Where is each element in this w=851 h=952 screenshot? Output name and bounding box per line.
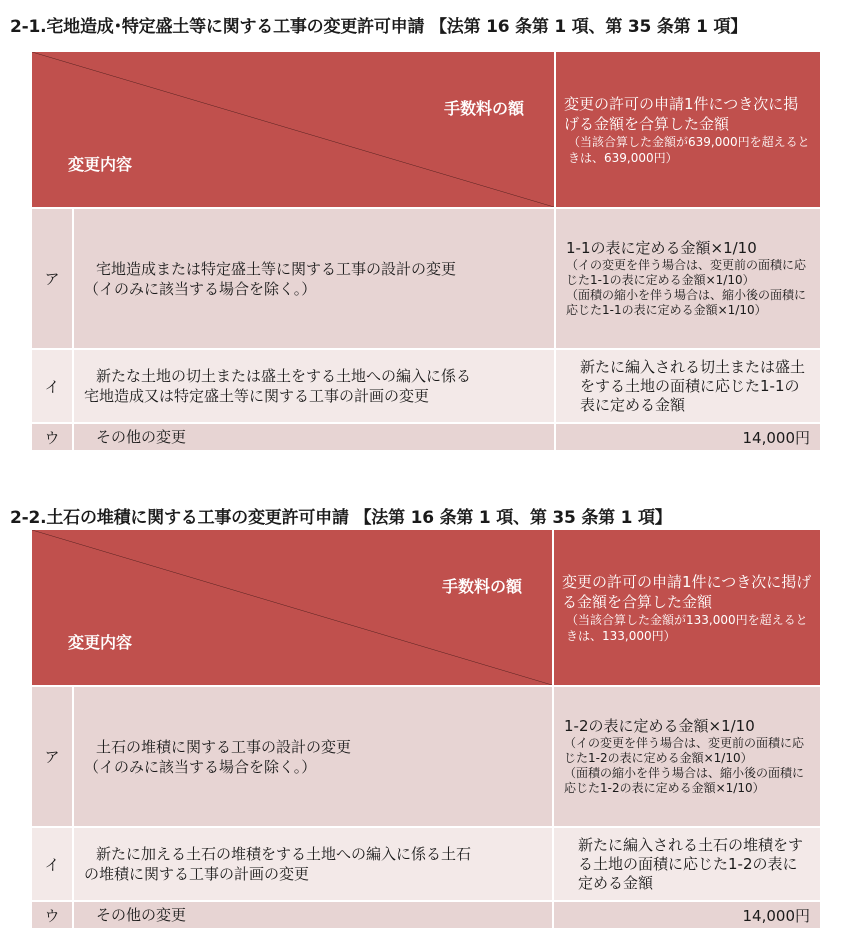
row-fee: [555, 349, 821, 423]
section-title: 2-2.土石の堆積に関する工事の変更許可申請 【法第 16 条第 1 項、第 35 条第 1 項】: [10, 508, 672, 528]
fee-description-main: 変更の許可の申請1件につき次に掲げる金額を合算した金額: [562, 573, 812, 611]
fee-description-header: [555, 51, 821, 208]
row-key: ウ: [31, 423, 73, 451]
row-fee-note: （イの変更を伴う場合は、変更前の面積に応じた1-1の表に定める金額×1/10）: [566, 258, 807, 287]
table-row: [31, 901, 821, 929]
fee-amount-label: 手数料の額: [443, 99, 524, 118]
row-key: イ: [31, 349, 73, 423]
row-description: [73, 901, 553, 929]
row-description: [73, 423, 555, 451]
row-description: [73, 349, 555, 423]
table-header-row: [31, 529, 821, 686]
fee-table: [30, 528, 822, 930]
row-fee-main: 1-1の表に定める金額×1/10: [566, 239, 757, 257]
row-description-line: （イのみに該当する場合を除く。）: [84, 757, 317, 776]
row-amount: 14,000円: [553, 901, 821, 929]
diagonal-divider: [32, 52, 554, 207]
row-fee-main: 1-2の表に定める金額×1/10: [564, 717, 755, 735]
row-fee-note: （イの変更を伴う場合は、変更前の面積に応じた1-2の表に定める金額×1/10）: [564, 736, 805, 765]
row-fee-main: 新たに編入される切土または盛土をする土地の面積に応じた1-1の表に定める金額: [580, 357, 806, 414]
row-description: [73, 208, 555, 349]
row-description-line: の堆積に関する工事の計画の変更: [84, 865, 310, 883]
row-description-line: 土石の堆積に関する工事の設計の変更: [96, 737, 352, 756]
row-description-line: 新たに加える土石の堆積をする土地への編入に係る土石: [96, 845, 472, 863]
fee-description-header: [553, 529, 821, 686]
row-fee: [555, 208, 821, 349]
row-key: イ: [31, 827, 73, 901]
fee-description-note: （当該合算した金額が133,000円を超えるときは、133,000円）: [566, 613, 808, 643]
table-row: [31, 686, 821, 827]
table-row: [31, 423, 821, 451]
diagonal-divider: [32, 530, 552, 685]
row-fee-note: （面積の縮小を伴う場合は、縮小後の面積に応じた1-1の表に定める金額×1/10）: [566, 288, 807, 317]
row-description-line: （イのみに該当する場合を除く。）: [84, 279, 317, 298]
row-description-line: 宅地造成または特定盛土等に関する工事の設計の変更: [96, 259, 457, 278]
row-description: [73, 827, 553, 901]
row-description: [73, 686, 553, 827]
row-description-line: その他の変更: [96, 906, 187, 924]
fee-amount-label: 手数料の額: [441, 577, 522, 596]
diagonal-header-cell: [31, 529, 553, 686]
fee-description-main: 変更の許可の申請1件につき次に掲げる金額を合算した金額: [564, 95, 799, 133]
fee-table: [30, 50, 822, 452]
row-key: ア: [31, 208, 73, 349]
table-row: [31, 208, 821, 349]
row-fee: [553, 686, 821, 827]
row-description-line: その他の変更: [96, 428, 187, 446]
row-key: ア: [31, 686, 73, 827]
row-description-line: 新たな土地の切土または盛土をする土地への編入に係る: [96, 367, 472, 385]
section-title: 2-1.宅地造成･特定盛土等に関する工事の変更許可申請 【法第 16 条第 1 項、第 35 条第 1 項】: [10, 17, 748, 37]
row-description-line: 宅地造成又は特定盛土等に関する工事の計画の変更: [84, 387, 430, 405]
fee-description-note: （当該合算した金額が639,000円を超えるときは、639,000円）: [568, 135, 810, 165]
row-fee-note: （面積の縮小を伴う場合は、縮小後の面積に応じた1-2の表に定める金額×1/10）: [564, 766, 805, 795]
diagonal-header-cell: [31, 51, 555, 208]
table-row: [31, 349, 821, 423]
row-fee-main: 新たに編入される土石の堆積をする土地の面積に応じた1-2の表に定める金額: [578, 835, 804, 892]
row-amount: 14,000円: [555, 423, 821, 451]
table-header-row: [31, 51, 821, 208]
change-content-label: 変更内容: [68, 155, 133, 174]
table-row: [31, 827, 821, 901]
row-fee: [553, 827, 821, 901]
row-key: ウ: [31, 901, 73, 929]
change-content-label: 変更内容: [68, 633, 133, 652]
